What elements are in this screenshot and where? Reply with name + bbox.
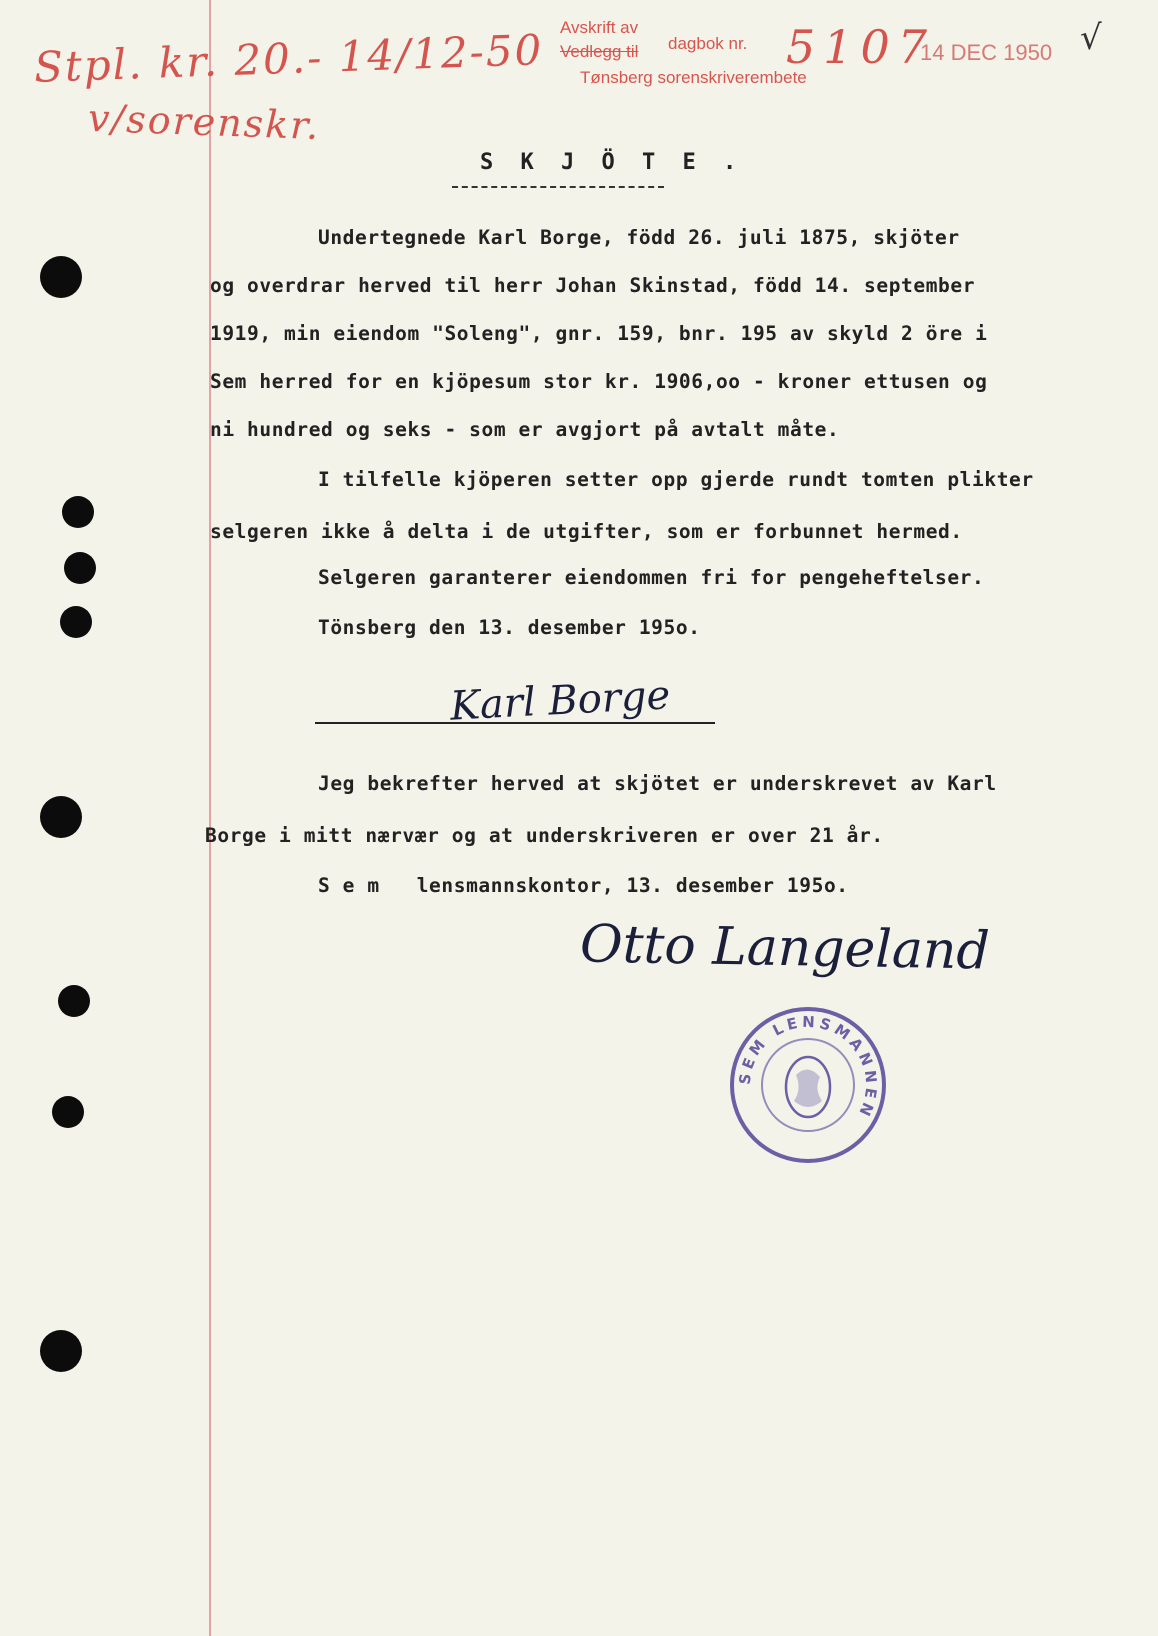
stamp-office: Tønsberg sorenskriverembete: [580, 68, 807, 87]
check-mark: √: [1080, 18, 1102, 58]
signature-line: [315, 722, 715, 724]
margin-rule: [209, 0, 211, 1636]
handwritten-sorenskriver-note: v/sorenskr.: [87, 95, 322, 149]
officer-signature: Otto Langeland: [579, 914, 991, 982]
document-title: S K J Ö T E .: [480, 150, 744, 175]
paragraph-line: Selgeren garanterer eiendommen fri for pengeheftelser.: [318, 566, 985, 589]
paragraph-line: ni hundred og seks - som er avgjort på avtalt måte.: [210, 418, 840, 441]
certification-line: Jeg bekrefter herved at skjötet er underskrevet av Karl: [318, 772, 997, 795]
certification-place-date: S e m lensmannskontor, 13. desember 195o.: [318, 874, 849, 897]
punch-hole: [64, 552, 96, 584]
seller-signature: Karl Borge: [448, 672, 672, 730]
paragraph-line: selgeren ikke å delta i de utgifter, som er forbunnet hermed.: [210, 520, 963, 543]
paragraph-line: I tilfelle kjöperen setter opp gjerde rundt tomten plikter: [318, 468, 1034, 491]
punch-hole: [40, 796, 82, 838]
handwritten-fee-note: Stpl. kr. 20.- 14/12-50: [33, 25, 544, 92]
punch-hole: [62, 496, 94, 528]
paragraph-line: Sem herred for en kjöpesum stor kr. 1906,oo - kroner ettusen og: [210, 370, 988, 393]
paragraph-line: Undertegnede Karl Borge, född 26. juli 1875, skjöter: [318, 226, 960, 249]
title-underline: [452, 186, 664, 188]
punch-hole: [40, 256, 82, 298]
date-stamp: 14 DEC 1950: [920, 40, 1053, 65]
place-date-line: Tönsberg den 13. desember 195o.: [318, 616, 701, 639]
stamp-vedlegg: Vedlegg til: [560, 42, 639, 61]
punch-hole: [58, 985, 90, 1017]
stamp-avskrift: Avskrift av: [560, 18, 639, 37]
punch-hole: [60, 606, 92, 638]
dagbok-number: 5107: [786, 20, 936, 74]
stamp-dagbok: dagbok nr.: [668, 34, 748, 53]
punch-hole: [40, 1330, 82, 1372]
punch-hole: [52, 1096, 84, 1128]
certification-line: Borge i mitt nærvær og at underskriveren er over 21 år.: [205, 824, 884, 847]
seal-text: SEM LENSMANNEN: [735, 1012, 881, 1123]
paragraph-line: 1919, min eiendom "Soleng", gnr. 159, bnr. 195 av skyld 2 öre i: [210, 322, 988, 345]
paragraph-line: og overdrar herved til herr Johan Skinstad, född 14. september: [210, 274, 976, 297]
lensmann-seal: [728, 1005, 888, 1165]
